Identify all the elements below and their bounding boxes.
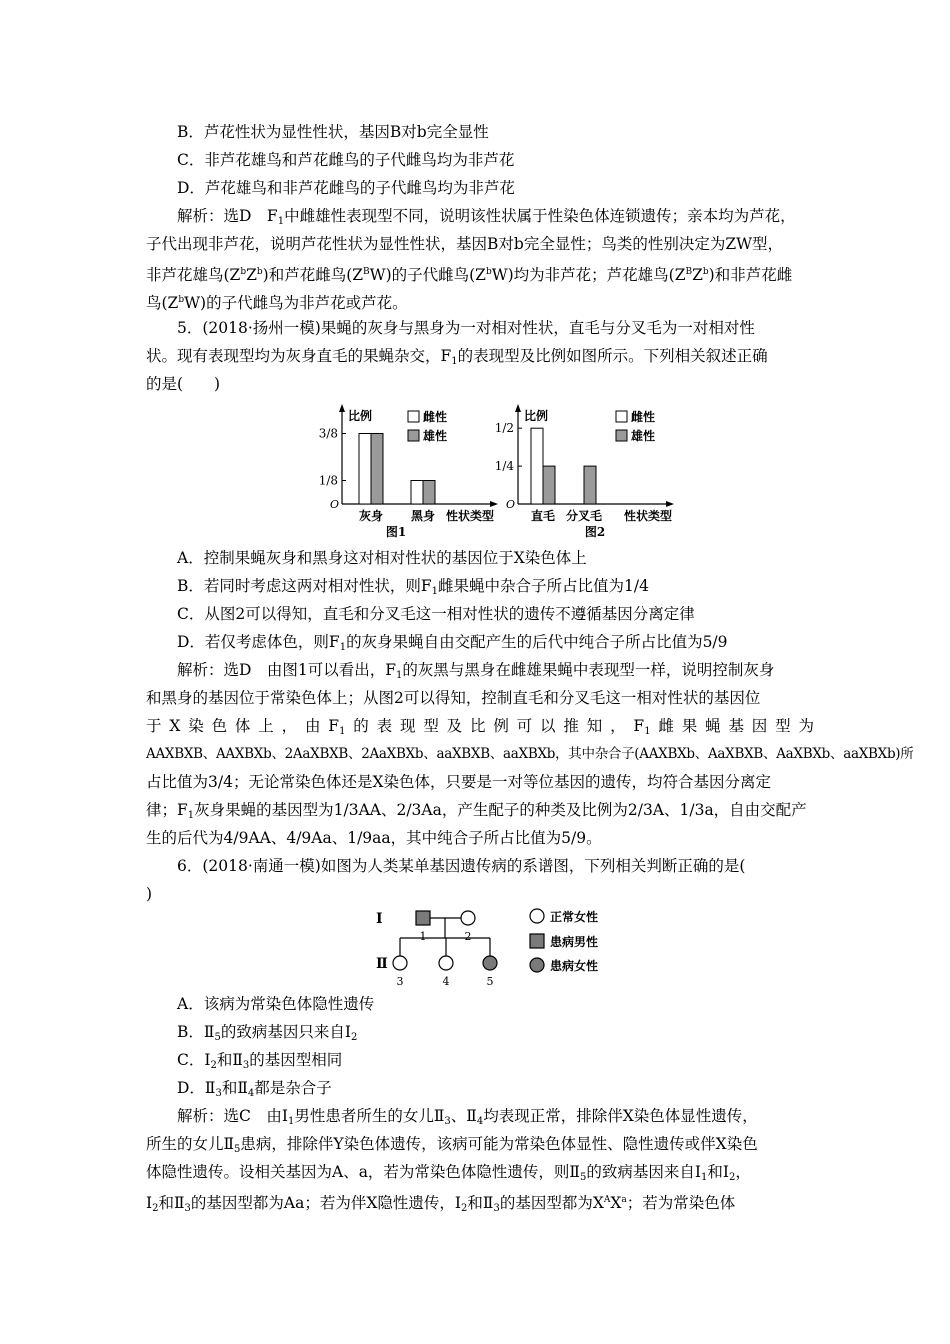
q6-option-d — [177, 1078, 332, 1104]
text: 和Ⅱ — [216, 1051, 243, 1069]
subscript: 2 — [210, 1060, 217, 1071]
text: B．Ⅱ — [177, 1023, 215, 1041]
q4-option-d: D．芦花雄鸟和非芦花雌鸟的子代雌鸟均为非芦花 — [177, 179, 515, 197]
superscript: b — [702, 267, 709, 277]
y-axis-arrow — [515, 404, 521, 412]
superscript: B — [363, 267, 370, 277]
q5-analysis-line-3 — [146, 716, 814, 742]
text: Z — [246, 266, 257, 284]
q6-option-a: A．该病为常染色体隐性遗传 — [177, 995, 375, 1013]
q6-option-c — [177, 1050, 342, 1076]
subscript: 3 — [184, 1203, 191, 1214]
q4-analysis-line-3 — [146, 262, 792, 285]
text: 所生的女儿Ⅱ — [146, 1135, 235, 1153]
text: 解析：选D 由图1可以看出，F — [177, 661, 397, 679]
individual-I1-affected-male — [416, 911, 430, 925]
q5-analysis-line-1 — [177, 660, 774, 686]
text: )和非芦花雌 — [708, 266, 793, 284]
text: W)的子代雌鸟为非芦花或芦花。 — [184, 294, 408, 312]
text: 均表现正常，排除伴X染色体显性遗传， — [483, 1107, 758, 1125]
generation-label-1: Ⅰ — [376, 911, 383, 927]
x-category-label: 黑身 — [410, 509, 436, 523]
legend-normal-female-icon — [530, 909, 544, 923]
text: 的基因型都为Aa；若为伴X隐性遗传，Ⅰ — [190, 1194, 462, 1212]
q4-option-c: C．非芦花雄鸟和芦花雌鸟的子代雌鸟均为非芦花 — [177, 151, 515, 169]
text: 的灰黑与黑身在雌雄果蝇中表现型一样，说明控制灰身 — [402, 661, 775, 679]
legend-affected-male-icon — [530, 934, 544, 948]
superscript: A — [603, 1195, 611, 1205]
x-category-label: 直毛 — [530, 509, 556, 523]
text: X — [610, 1194, 622, 1212]
text: 解析：选C 由Ⅰ — [177, 1107, 288, 1125]
subscript: 1 — [644, 726, 651, 737]
text: 和Ⅱ — [467, 1194, 494, 1212]
bar-female — [359, 434, 371, 505]
q5-analysis-line-5: 占比值为3/4；无论常染色体还是X染色体，只要是一对等位基因的遗传，均符合基因分离定 — [146, 773, 771, 791]
subscript: 1 — [396, 670, 403, 681]
subscript: 2 — [461, 1203, 468, 1214]
q5-stem-line-2 — [146, 346, 768, 372]
subscript: 1 — [700, 1172, 708, 1183]
individual-II3-normal-female — [393, 956, 407, 970]
text: W)的子代雌鸟(Z — [369, 266, 486, 284]
origin-label: O — [330, 498, 340, 511]
text: 和Ⅱ — [158, 1194, 185, 1212]
text: 雌果蝇基因型为 — [650, 717, 814, 735]
text: D．若仅考虑体色，则F — [177, 633, 340, 651]
text: )和芦花雌鸟(Z — [262, 266, 364, 284]
text: 律；F — [146, 801, 188, 819]
y-axis-label: 比例 — [524, 409, 549, 423]
text: B．若同时考虑这两对相对性状，则F — [177, 577, 432, 595]
text: 男性患者所生的女儿Ⅱ — [294, 1107, 445, 1125]
pedigree-chart — [370, 904, 640, 988]
q6-analysis-line-3 — [146, 1162, 751, 1188]
individual-number-4: 4 — [442, 975, 450, 988]
subscript: 1 — [339, 642, 347, 653]
legend-normal-female-label: 正常女性 — [550, 910, 599, 924]
chart-title: 图1 — [385, 525, 407, 539]
legend-swatch — [408, 411, 419, 422]
y-tick-label: 3/8 — [318, 426, 338, 441]
individual-I2-normal-female — [461, 911, 475, 925]
subscript: 2 — [728, 1172, 736, 1183]
x-axis-label: 性状类型 — [445, 509, 495, 523]
q6-analysis-line-4 — [146, 1190, 735, 1219]
text: 于X染色体上，由F — [146, 717, 340, 735]
legend-label: 雌性 — [631, 410, 656, 424]
legend-label: 雌性 — [423, 410, 448, 424]
q6-stem-line-1: 6．(2018·南通一模)如图为人类某单基因遗传病的系谱图，下列相关判断正确的是( — [177, 857, 746, 875]
individual-number-3: 3 — [396, 975, 404, 988]
superscript: a — [621, 1195, 627, 1205]
bar-male — [423, 481, 435, 505]
superscript: b — [256, 267, 263, 277]
text: Ⅰ — [146, 1194, 153, 1212]
legend-affected-female-label: 患病女性 — [550, 959, 599, 973]
q5-analysis-line-4: AAXBXB、AAXBXb、2AaXBXB、2AaXBXb、aaXBXB、aaXBXb，其中杂合子(AAXBXb、AaXBXB、AaXBXb、aaXBXb)所 — [146, 746, 914, 762]
text: 和Ⅱ — [221, 1079, 248, 1097]
text: 雌果蝇中杂合子所占比值为1/4 — [438, 577, 649, 595]
text: 灰身果蝇的基因型为1/3AA、2/3Aa，产生配子的种类及比例为2/3A、1/3a，自由交配产 — [194, 801, 807, 819]
subscript: 5 — [234, 1144, 241, 1155]
superscript: B — [685, 267, 693, 277]
q4-option-b: B．芦花性状为显性性状，基因B对b完全显性 — [177, 123, 489, 141]
legend-affected-male-label: 患病男性 — [550, 935, 599, 949]
y-tick-label: 1/2 — [494, 421, 514, 436]
q6-option-b — [177, 1022, 357, 1048]
text: 鸟(Z — [146, 294, 179, 312]
q5-option-c: C．从图2可以得知，直毛和分叉毛这一相对性状的遗传不遵循基因分离定律 — [177, 605, 695, 623]
text: 中雌雄性表现型不同，说明该性状属于性染色体连锁遗传；亲本均为芦花， — [284, 207, 796, 225]
text: 的致病基因来自Ⅰ — [586, 1163, 701, 1181]
legend-swatch — [616, 430, 627, 441]
legend-label: 雄性 — [631, 429, 656, 443]
legend-affected-female-icon — [530, 958, 544, 972]
text: 解析：选D F — [177, 207, 278, 225]
y-axis-arrow — [339, 404, 345, 412]
subscript: 2 — [350, 1032, 358, 1043]
individual-number-5: 5 — [486, 975, 494, 988]
subscript: 2 — [152, 1203, 159, 1214]
text: 和Ⅰ — [707, 1163, 729, 1181]
text: 非芦花雄鸟(Z — [146, 266, 241, 284]
text: ；若为常染色体 — [626, 1194, 736, 1212]
bar-male — [584, 466, 596, 504]
superscript: b — [485, 267, 492, 277]
subscript: 1 — [339, 726, 346, 737]
subscript: 1 — [451, 356, 458, 367]
bar-female — [531, 428, 543, 504]
text: 体隐性遗传。设相关基因为A、a，若为常染色体隐性遗传，则Ⅱ — [146, 1163, 580, 1181]
superscript: b — [240, 267, 247, 277]
q5-stem-line-3: 的是( ) — [146, 375, 221, 393]
subscript: 4 — [476, 1116, 484, 1127]
subscript: 3 — [493, 1203, 500, 1214]
subscript: 3 — [444, 1116, 451, 1127]
text: W)均为非芦花；芦花雄鸟(Z — [491, 266, 686, 284]
bar-female — [411, 481, 423, 505]
chart-title: 图2 — [584, 525, 606, 539]
text: 、Ⅱ — [450, 1107, 477, 1125]
legend-swatch — [616, 411, 627, 422]
text: Z — [692, 266, 703, 284]
text: 的灰身果蝇自由交配产生的后代中纯合子所占比值为5/9 — [346, 633, 728, 651]
x-axis-label: 性状类型 — [623, 509, 673, 523]
individual-number-2: 2 — [464, 930, 472, 943]
legend-swatch — [408, 430, 419, 441]
subscript: 3 — [242, 1060, 250, 1071]
x-category-label: 分叉毛 — [565, 509, 603, 523]
q4-analysis-line-2: 子代出现非芦花，说明芦花性状为显性性状，基因B对b完全显性；鸟类的性别决定为ZW型， — [146, 235, 784, 253]
subscript: 1 — [187, 810, 195, 821]
text: 都是杂合子 — [254, 1079, 332, 1097]
text: ， — [735, 1163, 751, 1181]
q6-analysis-line-1 — [177, 1106, 758, 1132]
q5-option-d — [177, 632, 728, 658]
subscript: 3 — [215, 1088, 222, 1099]
subscript: 1 — [431, 586, 439, 597]
superscript: b — [178, 295, 185, 305]
q5-analysis-line-7: 生的后代为4/9AA、4/9Aa、1/9aa，其中纯合子所占比值为5/9。 — [146, 829, 602, 847]
q6-analysis-line-2 — [146, 1134, 758, 1160]
figure-2-plot — [495, 404, 674, 539]
individual-number-1: 1 — [419, 930, 427, 943]
q5-option-b — [177, 576, 649, 602]
figure-1-chart — [306, 398, 506, 540]
figure-2-chart — [490, 398, 680, 540]
origin-label: O — [506, 498, 516, 511]
subscript: 5 — [214, 1032, 221, 1043]
bar-male — [371, 434, 383, 505]
subscript: 5 — [579, 1172, 587, 1183]
individual-II5-affected-female — [483, 956, 497, 970]
text: 状。现有表现型均为灰身直毛的果蝇杂交，F — [146, 347, 452, 365]
q4-analysis-line-4 — [146, 290, 408, 313]
text: 的基因型都为X — [499, 1194, 604, 1212]
text: 的基因型相同 — [249, 1051, 343, 1069]
text: 的表现型及比例可以推知，F — [345, 717, 645, 735]
q5-analysis-line-2: 和黑身的基因位于常染色体上；从图2可以得知，控制直毛和分叉毛这一相对性状的基因位 — [146, 689, 761, 707]
y-axis-label: 比例 — [348, 409, 373, 423]
text: 的表现型及比例如图所示。下列相关叙述正确 — [457, 347, 768, 365]
text: 的致病基因只来自Ⅰ — [220, 1023, 351, 1041]
q6-stem-line-2: ) — [146, 885, 153, 903]
text: C．Ⅰ — [177, 1051, 211, 1069]
y-tick-label: 1/4 — [494, 459, 514, 474]
figure-1-plot — [319, 404, 498, 539]
x-axis-arrow — [666, 501, 674, 507]
subscript: 1 — [277, 216, 285, 227]
q5-analysis-line-6 — [146, 800, 807, 826]
generation-label-2: Ⅱ — [376, 956, 388, 972]
q4-analysis-line-1 — [177, 206, 796, 232]
text: 患病，排除伴Y染色体遗传，该病可能为常染色体显性、隐性遗传或伴X染色 — [240, 1135, 758, 1153]
individual-II4-normal-female — [439, 956, 453, 970]
subscript: 1 — [287, 1116, 295, 1127]
bar-male — [543, 466, 555, 504]
legend-label: 雄性 — [423, 429, 448, 443]
q5-option-a: A．控制果蝇灰身和黑身这对相对性状的基因位于X染色体上 — [177, 549, 587, 567]
y-tick-label: 1/8 — [318, 473, 338, 488]
x-category-label: 灰身 — [358, 509, 384, 523]
q5-stem-line-1: 5．(2018·扬州一模)果蝇的灰身与黑身为一对相对性状，直毛与分叉毛为一对相对性 — [177, 319, 755, 337]
subscript: 4 — [247, 1088, 255, 1099]
text: D．Ⅱ — [177, 1079, 216, 1097]
